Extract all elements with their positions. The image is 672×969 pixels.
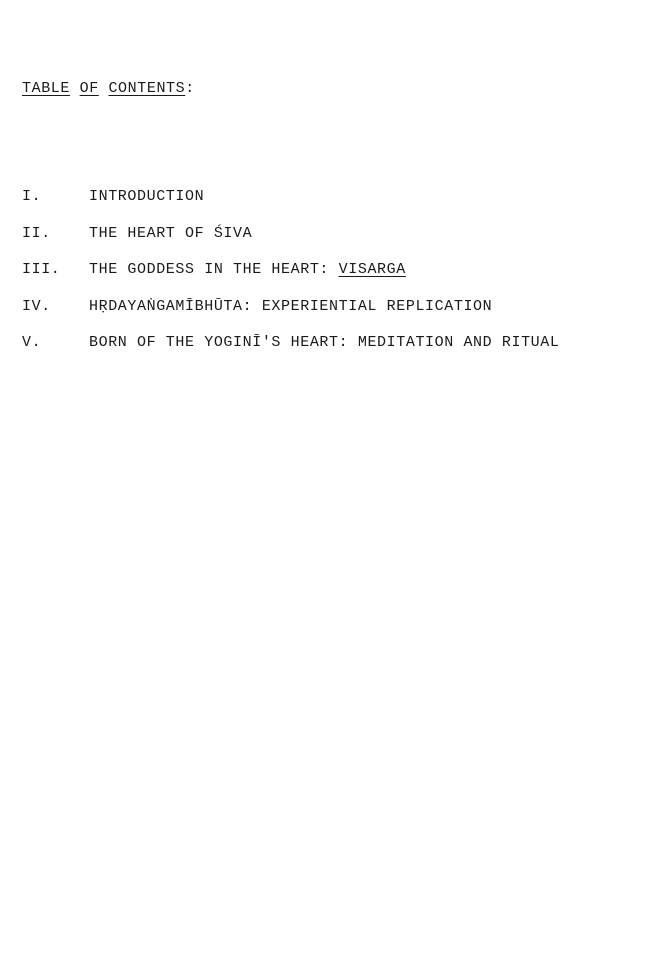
toc-heading-word-table: TABLE: [22, 80, 71, 97]
toc-entry-experiential-replication: [22, 298, 559, 335]
toc-heading-word-contents: CONTENTS: [108, 80, 186, 97]
toc-entry-title-underlined: VISARGA: [338, 261, 406, 278]
toc-entry-title: THE GODDESS IN THE HEART:: [89, 261, 339, 278]
toc-entry-title-wrap: [89, 334, 559, 351]
toc-entry-numeral: II.: [22, 224, 51, 242]
toc-entry-title: HṚDAYAṄGAMĪBHŪTA: EXPERIENTIAL REPLICATION: [89, 297, 493, 315]
toc-heading-word-of: OF: [79, 80, 99, 97]
toc-entry-numeral: III.: [22, 261, 61, 278]
toc-entry-yogini-heart: [22, 334, 559, 371]
toc-entry-title: THE HEART OF ŚIVA: [89, 224, 253, 242]
toc-entry-title-wrap: [89, 261, 406, 278]
toc-entry-numeral: I.: [22, 188, 42, 205]
toc-entry-introduction: [22, 188, 559, 225]
toc-list: [22, 188, 559, 371]
toc-entry-numeral: IV.: [22, 297, 51, 315]
toc-entry-title-wrap: [89, 298, 492, 315]
toc-entry-heart-of-siva: [22, 225, 559, 262]
toc-heading: [22, 80, 195, 97]
toc-entry-title-wrap: [89, 225, 252, 242]
toc-heading-colon: :: [185, 80, 195, 97]
toc-entry-goddess-in-the-heart: [22, 261, 559, 298]
toc-entry-title: BORN OF THE YOGINĪ'S HEART: MEDITATION AND RITUAL: [89, 334, 560, 351]
toc-entry-numeral: V.: [22, 334, 42, 351]
toc-entry-title: INTRODUCTION: [89, 188, 205, 205]
toc-entry-title-wrap: [89, 188, 204, 205]
